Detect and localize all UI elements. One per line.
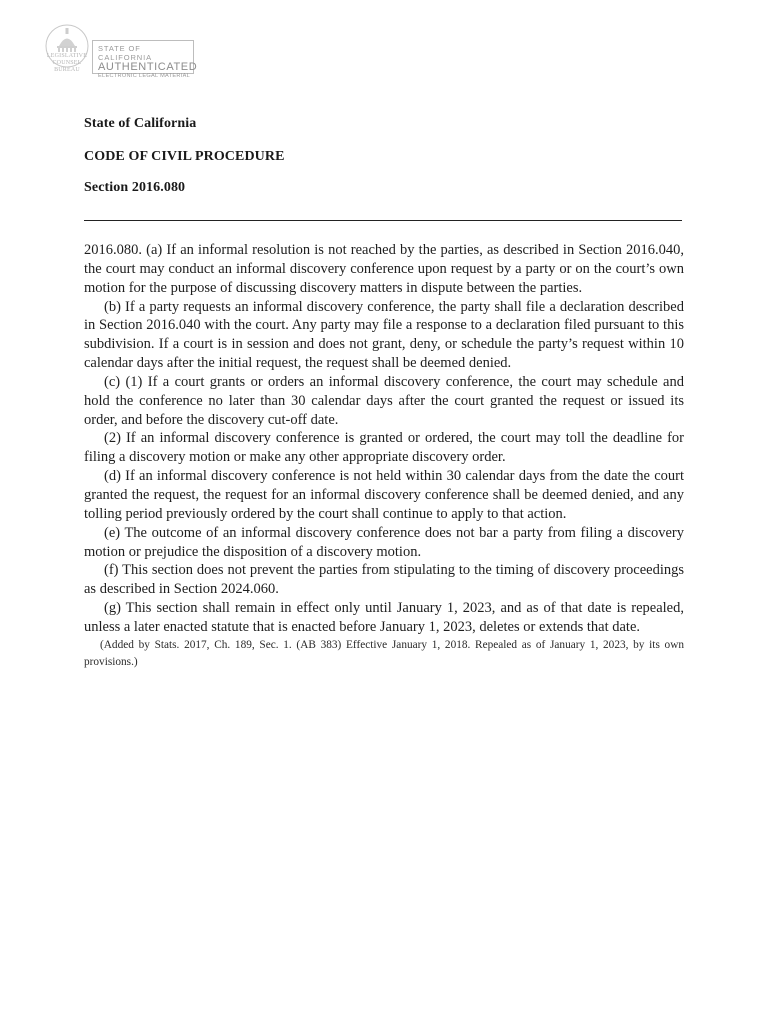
statute-paragraph-c2: (2) If an informal discovery conference is granted or ordered, the court may toll the deadline for filing a discovery motion or make any other appropriate discovery order.	[84, 430, 684, 466]
legislative-history-note: (Added by Stats. 2017, Ch. 189, Sec. 1. (AB 383) Effective January 1, 2018. Repealed as of January 1, 2023, by its own provisions.)	[84, 638, 684, 668]
authentication-seal	[44, 22, 196, 78]
jurisdiction-title: State of California	[84, 116, 197, 131]
capitol-dome-icon	[44, 22, 90, 78]
statute-paragraph-a: 2016.080. (a) If an informal resolution is not reached by the parties, as described in Section 2016.040, the court may conduct an informal discovery conference upon request by a party or on the court’s own motion for the purpose of discussing discovery matters in dispute between the parties.	[84, 242, 684, 296]
section-title: Section 2016.080	[84, 180, 186, 195]
statute-paragraph-d: (d) If an informal discovery conference is not held within 30 calendar days from the date the court granted the request, the request for an informal discovery conference shall be deemed denied, and any tolling period previously ordered by the court shall continue to apply to that action.	[84, 468, 684, 522]
seal-emblem-lettering: LEGISLATIVE COUNSEL BUREAU	[46, 53, 88, 73]
authentication-label	[92, 40, 198, 79]
code-title: CODE OF CIVIL PROCEDURE	[84, 149, 285, 164]
statute-body	[84, 241, 684, 671]
statute-paragraph-c1: (c) (1) If a court grants or orders an informal discovery conference, the court may schedule and hold the conference no later than 30 calendar days after the court granted the request or issued its order, and before the discovery cut-off date.	[84, 373, 684, 428]
statute-paragraph-g: (g) This section shall remain in effect only until January 1, 2023, and as of that date is repealed, unless a later enacted statute that is enacted before January 1, 2023, deletes or extends that date.	[84, 600, 684, 635]
statute-paragraph-f: (f) This section does not prevent the parties from stipulating to the timing of discovery proceedings as described in Section 2024.060.	[84, 562, 684, 598]
statute-paragraph-e: (e) The outcome of an informal discovery conference does not bar a party from filing a discovery motion or prejudice the disposition of a discovery motion.	[84, 524, 684, 560]
seal-state-line: STATE OF CALIFORNIA	[98, 44, 153, 62]
seal-material-line: ELECTRONIC LEGAL MATERIAL	[98, 73, 191, 79]
statute-paragraph-b: (b) If a party requests an informal discovery conference, the party shall file a declaration described in Section 2016.040 with the court. Any party may file a response to a declaration filed pursuant to this subdivision. If a court is in session and does not grant, deny, or schedule the party’s request within 10 calendar days after the initial request, the request shall be deemed denied.	[84, 298, 684, 372]
seal-authenticated-line: AUTHENTICATED	[98, 61, 198, 73]
header-divider	[84, 220, 682, 221]
